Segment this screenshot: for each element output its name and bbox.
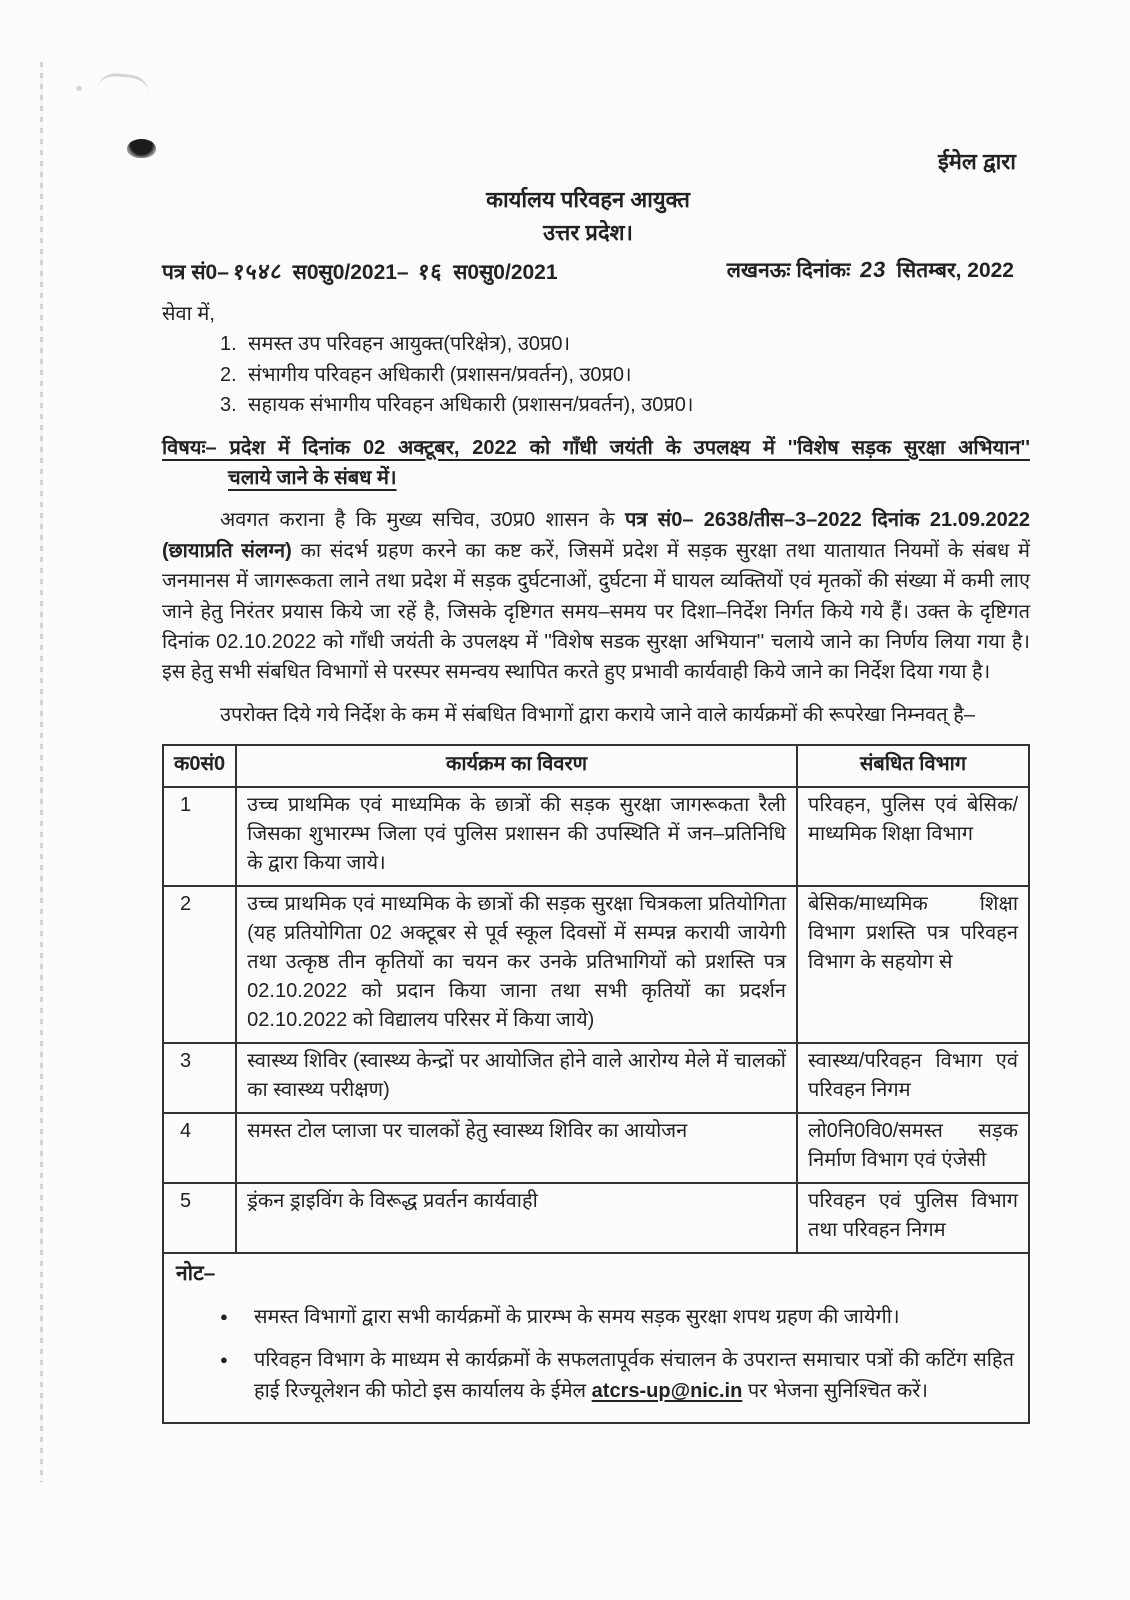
- recipient-number: 2.: [220, 363, 237, 386]
- table-row: [163, 1183, 1029, 1253]
- place-date-line: [727, 256, 1014, 286]
- subject-block: [162, 433, 1030, 494]
- row-department: बेसिक/माध्यमिक शिक्षा विभाग प्रशस्ति पत्र परिवहन विभाग के सहयोग से: [797, 886, 1029, 1043]
- scan-edge-artifact: [40, 62, 43, 1482]
- recipient-number: 1.: [220, 333, 237, 356]
- recipient-text: समस्त उप परिवहन आयुक्त(परिक्षेत्र), उ0प्र0।: [248, 333, 571, 356]
- header-programme-detail: कार्यक्रम का विवरण: [236, 745, 797, 787]
- recipient-text: संभागीय परिवहन अधिकारी (प्रशासन/प्रवर्तन), उ0प्र0।: [248, 363, 632, 386]
- handwritten-day-23: 23: [858, 256, 889, 283]
- letter-number-prefix: पत्र सं0–: [162, 261, 229, 284]
- recipient-item: [220, 329, 1030, 359]
- bullet-icon: ●: [220, 1352, 228, 1368]
- para1-body: का संदर्भ ग्रहण करने का कष्ट करें, जिसमें प्रदेश में सड़क सुरक्षा तथा यातायात नियमों के संबध में जनमानस में जागरूकता लाने तथा प्रदेश में सड़क दुर्घटनाओं, दुर्घटना में घायल व्यक्तियों एवं मृतकों की संख्या में कमी लाए जाने हेतु निरंतर प्रयास किये जा रहें है, जिसके दृष्टिगत समय–समय पर दिशा–निर्देश निर्गत किये गये हैं। उक्त के दृष्टिगत दिनांक 02.10.2022 को गाँधी जयंती के उपलक्ष्य में ''विशेष सडक सुरक्षा अभियान'' चलाये जाने का निर्णय लिया गया है। इस हेतु सभी संबधित विभागों से परस्पर समन्वय स्थापित करते हुए प्रभावी कार्यवाही किये जाने का निर्देश दिया गया है।: [162, 539, 1030, 684]
- recipient-number: 3.: [220, 394, 237, 417]
- letter-number-suffix: स0सु0/2021: [453, 261, 558, 284]
- row-description: उच्च प्राथमिक एवं माध्यमिक के छात्रों की सड़क सुरक्षा जागरूकता रैली जिसका शुभारम्भ जिला एवं पुलिस प्रशासन की उपस्थिति में जन–प्रतिनिधि के द्वारा किया जाये।: [236, 787, 797, 886]
- office-name-line1: कार्यालय परिवहन आयुक्त: [486, 187, 690, 212]
- note-label: नोट–: [176, 1262, 216, 1286]
- row-description: स्वास्थ्य शिविर (स्वास्थ्य केन्द्रों पर आयोजित होने वाले आरोग्य मेले में चालकों का स्वास्थ्य परीक्षण): [236, 1043, 797, 1113]
- recipients-list: [162, 329, 1030, 420]
- row-department: लो0नि0वि0/समस्त सड़क निर्माण विभाग एवं एंजेसी: [797, 1113, 1029, 1183]
- row-serial: 2: [163, 886, 236, 1043]
- para1-lead: अवगत कराना है कि मुख्य सचिव, उ0प्र0 शासन के: [220, 509, 615, 532]
- recipient-item: [220, 390, 1030, 420]
- row-serial: 5: [163, 1183, 236, 1253]
- note-bullet-item: [220, 1345, 1014, 1406]
- note-bullet-item: [220, 1302, 1014, 1332]
- table-header-row: [163, 745, 1029, 787]
- letter-body: [162, 299, 1030, 1424]
- row-description: उच्च प्राथमिक एवं माध्यमिक के छात्रों की सड़क सुरक्षा चित्रकला प्रतियोगिता (यह प्रतियोगिता 02 अक्टूबर से पूर्व स्कूल दिवसों में सम्पन्न करायी जायेगी तथा उत्कृष्ठ तीन कृतियों का चयन कर उनके प्रतिभागियों को प्रशस्ति पत्र 02.10.2022 को प्रदान किया जाना तथा सभी कृतियों का प्रदर्शन 02.10.2022 को विद्यालय परिसर में किया जाये): [236, 886, 797, 1043]
- programmes-table: [162, 744, 1030, 1254]
- recipient-item: [220, 360, 1030, 390]
- row-description: ड्रंकन ड्राइविंग के विरूद्ध प्रवर्तन कार्यवाही: [236, 1183, 797, 1253]
- pencil-dot-artifact: [76, 86, 82, 91]
- letter-number: [162, 256, 558, 286]
- header-serial-no: क0सं0: [163, 745, 236, 787]
- header-related-department: संबधित विभाग: [797, 745, 1029, 787]
- para1-bold-enclosure: (छायाप्रति संलग्न): [162, 539, 292, 562]
- note-bullet-list: [176, 1302, 1014, 1406]
- note-bullet2-pre: परिवहन विभाग के माध्यम से कार्यक्रमों के सफलतापूर्वक संचालन के उपरान्त समाचार पत्रों की कटिंग सहित हाई रिज्यूलेशन की फोटो इस कार्यालय के ईमेल: [254, 1349, 1014, 1402]
- table-row: [163, 1043, 1029, 1113]
- handwritten-number-1548: १५४८: [231, 258, 285, 285]
- para1-bold-reference: पत्र सं0– 2638/तीस–3–2022 दिनांक 21.09.2022: [624, 509, 1030, 532]
- row-serial: 4: [163, 1113, 236, 1183]
- delivery-method: ईमेल द्वारा: [937, 149, 1016, 174]
- paragraph-1: [162, 505, 1030, 687]
- row-serial: 1: [163, 787, 236, 886]
- date-suffix: सितम्बर, 2022: [896, 259, 1014, 282]
- subject-line1: विषयः– प्रदेश में दिनांक 02 अक्टूबर, 2022 को गाँधी जयंती के उपलक्ष्य में ''विशेष सड़क सुरक्षा अभियान'': [162, 436, 1030, 459]
- table-row: [163, 1113, 1029, 1183]
- salutation: सेवा में,: [162, 303, 215, 325]
- subject-line2: चलाये जाने के संबध में।: [228, 466, 397, 489]
- note-box: [162, 1254, 1030, 1424]
- table-row: [163, 787, 1029, 886]
- handwritten-number-16: १६: [417, 258, 445, 285]
- note-bullet-text: [254, 1345, 1014, 1406]
- letter-number-mid: स0सु0/2021–: [292, 261, 409, 284]
- bullet-icon: ●: [220, 1308, 228, 1324]
- row-department: परिवहन, पुलिस एवं बेसिक/माध्यमिक शिक्षा विभाग: [797, 787, 1029, 886]
- office-email: atcrs-up@nic.in: [591, 1379, 743, 1402]
- place-date-prefix: लखनऊः दिनांकः: [726, 259, 851, 282]
- row-description: समस्त टोल प्लाजा पर चालकों हेतु स्वास्थ्य शिविर का आयोजन: [236, 1113, 797, 1183]
- row-department: स्वास्थ्य/परिवहन विभाग एवं परिवहन निगम: [797, 1043, 1029, 1113]
- reference-row: [162, 256, 1014, 286]
- note-bullet-text: समस्त विभागों द्वारा सभी कार्यक्रमों के प्रारम्भ के समय सड़क सुरक्षा शपथ ग्रहण की जायेगी।: [254, 1305, 900, 1328]
- ink-blob-artifact: [127, 139, 156, 158]
- row-department: परिवहन एवं पुलिस विभाग तथा परिवहन निगम: [797, 1183, 1029, 1253]
- note-bullet2-post: पर भेजना सुनिश्चित करें।: [747, 1379, 928, 1402]
- paragraph-2: उपरोक्त दिये गये निर्देश के कम में संबधित विभागों द्वारा कराये जाने वाले कार्यक्रमों की रूपरेखा निम्नवत् है–: [220, 703, 975, 726]
- pencil-mark-artifact: [97, 71, 150, 107]
- office-name-line2: उत्तर प्रदेश।: [543, 220, 633, 245]
- row-serial: 3: [163, 1043, 236, 1113]
- table-row: [163, 886, 1029, 1043]
- recipient-text: सहायक संभागीय परिवहन अधिकारी (प्रशासन/प्रवर्तन), उ0प्र0।: [248, 394, 694, 417]
